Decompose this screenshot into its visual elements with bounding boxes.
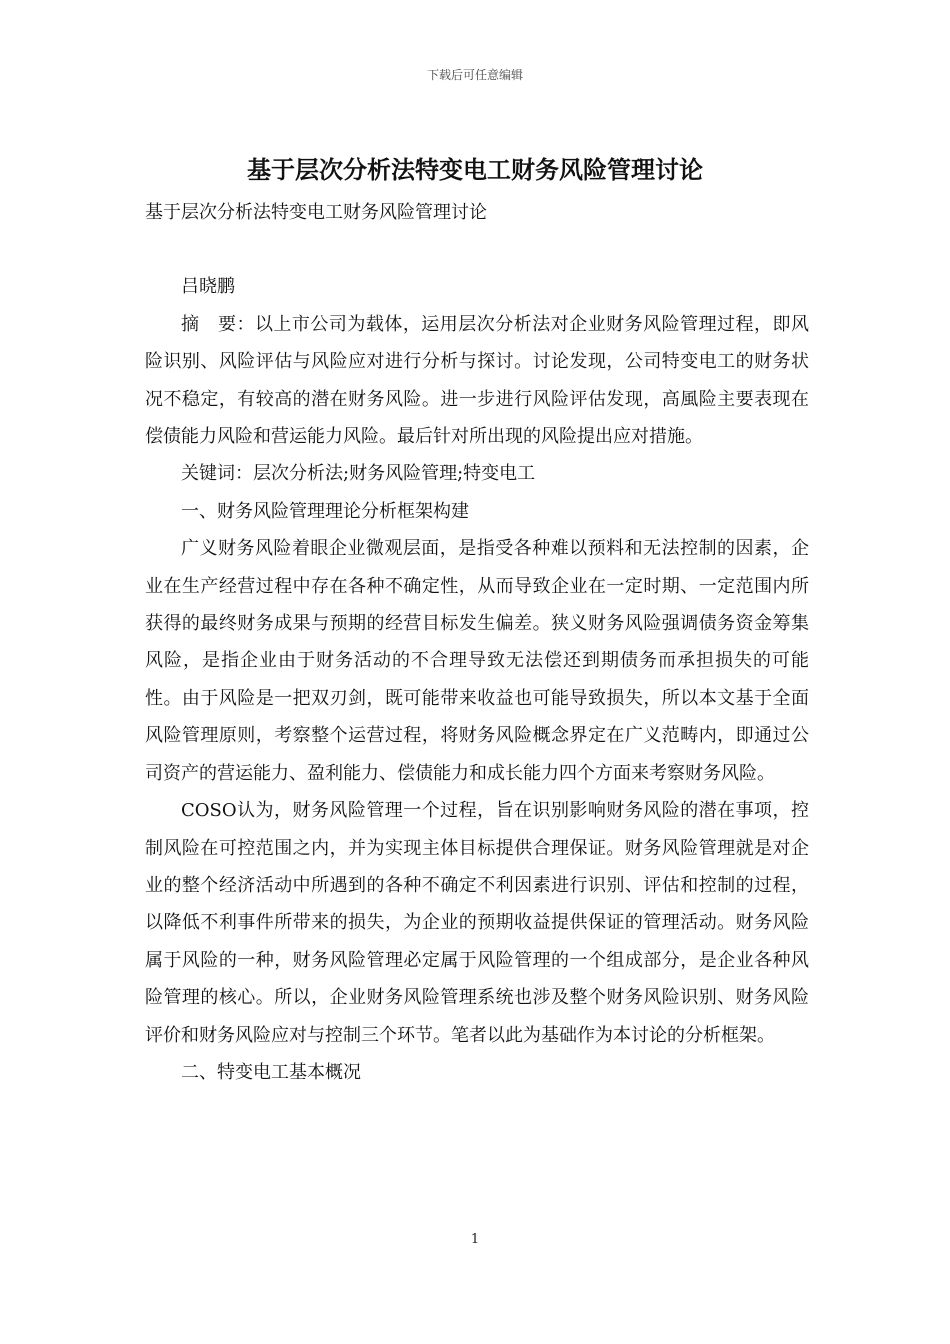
- section-heading-1: 一、财务风险管理理论分析框架构建: [181, 500, 469, 522]
- header-note: 下载后可任意编辑: [426, 68, 523, 82]
- author-name: 吕晓鹏: [181, 276, 235, 298]
- document-subtitle: 基于层次分析法特变电工财务风险管理讨论: [145, 202, 487, 223]
- blank-line: [145, 231, 809, 268]
- body-paragraph-1: 广义财务风险着眼企业微观层面，是指受各种难以预料和无法控制的因素，企业在生产经营过程中存在各种不确定性，从而导致企业在一定时期、一定范围内所获得的最终财务成果与预期的经营目标发生偏差。狭义财务风险强调债务资金筹集风险，是指企业由于财务活动的不合理导致无法偿还到期债务而承担损失的可能性。由于风险是一把双刃剑，既可能带来收益也可能导致损失，所以本文基于全面风险管理原则，考察整个运营过程，将财务风险概念界定在广义范畴内，即通过公司资产的营运能力、盈利能力、偿债能力和成长能力四个方面来考察财务风险。: [145, 538, 809, 784]
- abstract-paragraph: 摘 要：以上市公司为载体，运用层次分析法对企业财务风险管理过程，即风险识别、风险评估与风险应对进行分析与探讨。讨论发现，公司特变电工的财务状况不稳定，有较高的潜在财务风险。进一步进行风险评估发现，高風险主要表现在偿债能力风险和营运能力风险。最后针对所出现的风险提出应对措施。: [145, 313, 809, 448]
- page-number: 1: [470, 1232, 480, 1247]
- document-title: 基于层次分析法特变电工财务风险管理讨论: [247, 155, 703, 184]
- section-heading-2: 二、特变电工基本概况: [181, 1061, 361, 1083]
- keywords-line: 关键词：层次分析法;财务风险管理;特变电工: [181, 463, 536, 485]
- body-paragraph-2: COSO认为，财务风险管理一个过程，旨在识别影响财务风险的潜在事项，控制风险在可控范围之内，并为实现主体目标提供合理保证。财务风险管理就是对企业的整个经济活动中所遇到的各种不确定不利因素进行识别、评估和控制的过程，以降低不利事件所带来的损失，为企业的预期收益提供保证的管理活动。财务风险属于风险的一种，财务风险管理必定属于风险管理的一个组成部分，是企业各种风险管理的核心。所以，企业财务风险管理系统也涉及整个财务风险识别、财务风险评价和财务风险应对与控制三个环节。笔者以此为基础作为本讨论的分析框架。: [145, 800, 809, 1046]
- document-body: [145, 194, 809, 1091]
